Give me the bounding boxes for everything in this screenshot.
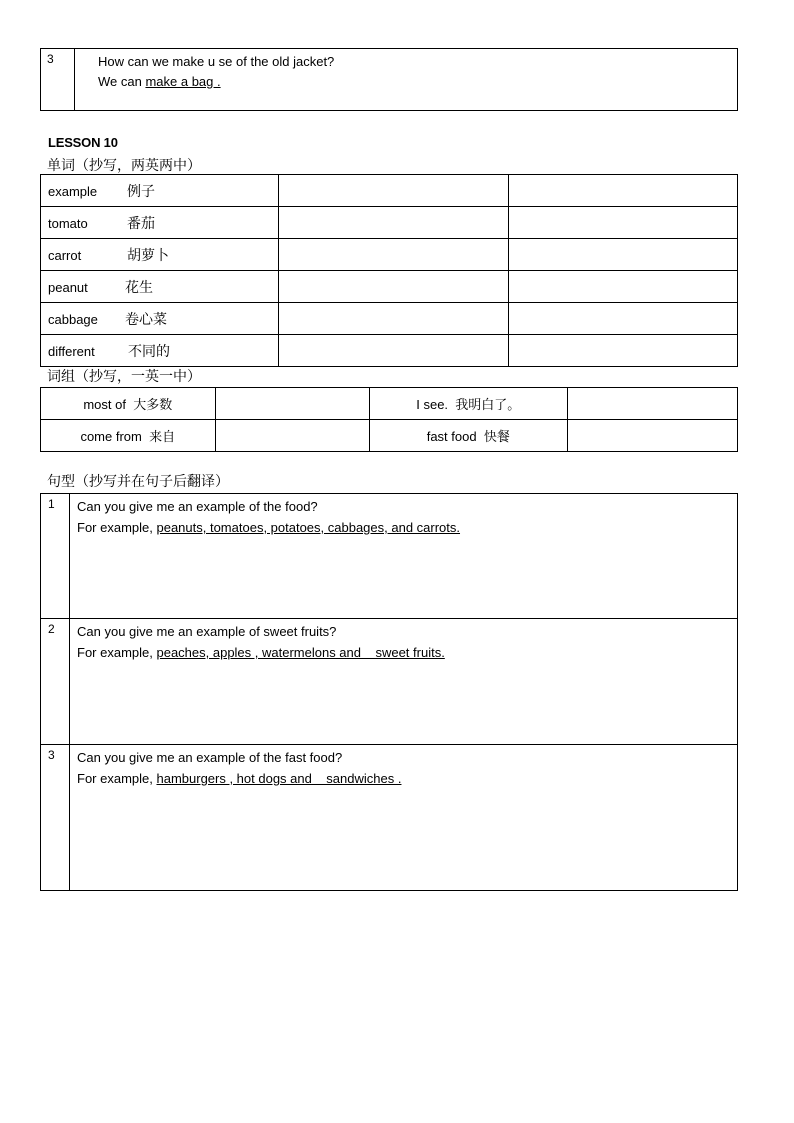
sentence-answer [77,768,737,789]
phrase-cell [41,420,216,452]
copy-cell[interactable] [279,239,508,271]
word-cell [41,207,279,239]
table-row [41,49,738,111]
table-row [41,175,738,207]
answer-underlined: make a bag . [145,74,221,89]
table-row [41,335,738,367]
word-english: peanut [48,279,88,295]
table-row [41,271,738,303]
copy-cell[interactable] [279,175,508,207]
word-english: carrot [48,247,82,263]
question-text: How can we make u se of the old jacket? [98,54,335,69]
word-cell [41,271,279,303]
sentence-cell[interactable] [70,494,738,619]
word-english: example [48,183,98,199]
phrase-cell [41,388,216,420]
word-chinese: 胡萝卜 [127,247,169,264]
word-chinese: 例子 [127,183,155,200]
sentences-heading: 句型（抄写并在句子后翻译） [47,474,229,490]
lesson-title: LESSON 10 [48,135,118,150]
copy-cell[interactable] [215,388,370,420]
sentence-number: 3 [41,745,70,891]
table-row [41,388,738,420]
table-row [41,303,738,335]
answer-underlined: peanuts, tomatoes, potatoes, cabbages, and carrots. [156,520,461,535]
phrase-english: I see. [416,397,449,412]
question-cell [75,49,738,111]
table-row [41,420,738,452]
sentence-question: Can you give me an example of sweet fruits? [77,624,337,639]
copy-cell[interactable] [508,335,737,367]
word-english: tomato [48,215,88,231]
sentence-cell[interactable] [70,745,738,891]
phrases-table [40,387,738,452]
copy-cell[interactable] [508,271,737,303]
phrase-cell [370,388,567,420]
answer-underlined: peaches, apples , watermelons and sweet fruits. [156,645,445,660]
answer-prefix: For example, [77,645,157,660]
sentence-answer [77,642,737,663]
phrase-english: most of [83,397,126,412]
previous-question-table [40,48,738,111]
sentence-number: 1 [41,494,70,619]
word-chinese: 花生 [125,279,153,296]
sentence-answer [77,517,737,538]
question-number: 3 [41,49,75,111]
word-chinese: 不同的 [128,343,170,360]
copy-cell[interactable] [567,388,737,420]
copy-cell[interactable] [279,271,508,303]
copy-cell[interactable] [508,175,737,207]
sentence-question: Can you give me an example of the fast food? [77,750,343,765]
answer-underlined: hamburgers , hot dogs and sandwiches . [156,771,402,786]
word-cell [41,175,279,207]
table-row [41,619,738,745]
copy-cell[interactable] [279,335,508,367]
sentence-question: Can you give me an example of the food? [77,499,318,514]
phrase-english: fast food [426,429,477,444]
phrases-heading: 词组（抄写，一英一中） [47,369,201,385]
copy-cell[interactable] [279,303,508,335]
word-chinese: 卷心菜 [125,311,167,328]
word-cell [41,335,279,367]
phrase-chinese: 大多数 [133,398,173,413]
copy-cell[interactable] [508,239,737,271]
answer-prefix: For example, [77,520,157,535]
answer-prefix: For example, [77,771,157,786]
word-english: cabbage [48,311,98,327]
answer-prefix: We can [98,74,146,89]
table-row [41,745,738,891]
phrase-chinese: 快餐 [483,430,510,445]
phrase-chinese: 我明白了。 [455,398,521,413]
words-table [40,174,738,367]
copy-cell[interactable] [279,207,508,239]
table-row [41,239,738,271]
phrase-english: come from [80,429,142,444]
copy-cell[interactable] [567,420,737,452]
word-cell [41,303,279,335]
phrase-chinese: 来自 [149,430,176,445]
words-heading: 单词（抄写，两英两中） [47,158,201,174]
table-row [41,207,738,239]
table-row [41,494,738,619]
word-cell [41,239,279,271]
phrase-cell [370,420,567,452]
word-chinese: 番茄 [127,215,155,232]
word-english: different [48,343,95,359]
sentence-cell[interactable] [70,619,738,745]
copy-cell[interactable] [215,420,370,452]
sentence-number: 2 [41,619,70,745]
copy-cell[interactable] [508,303,737,335]
copy-cell[interactable] [508,207,737,239]
sentence-table [40,493,738,891]
answer-line [98,72,737,92]
